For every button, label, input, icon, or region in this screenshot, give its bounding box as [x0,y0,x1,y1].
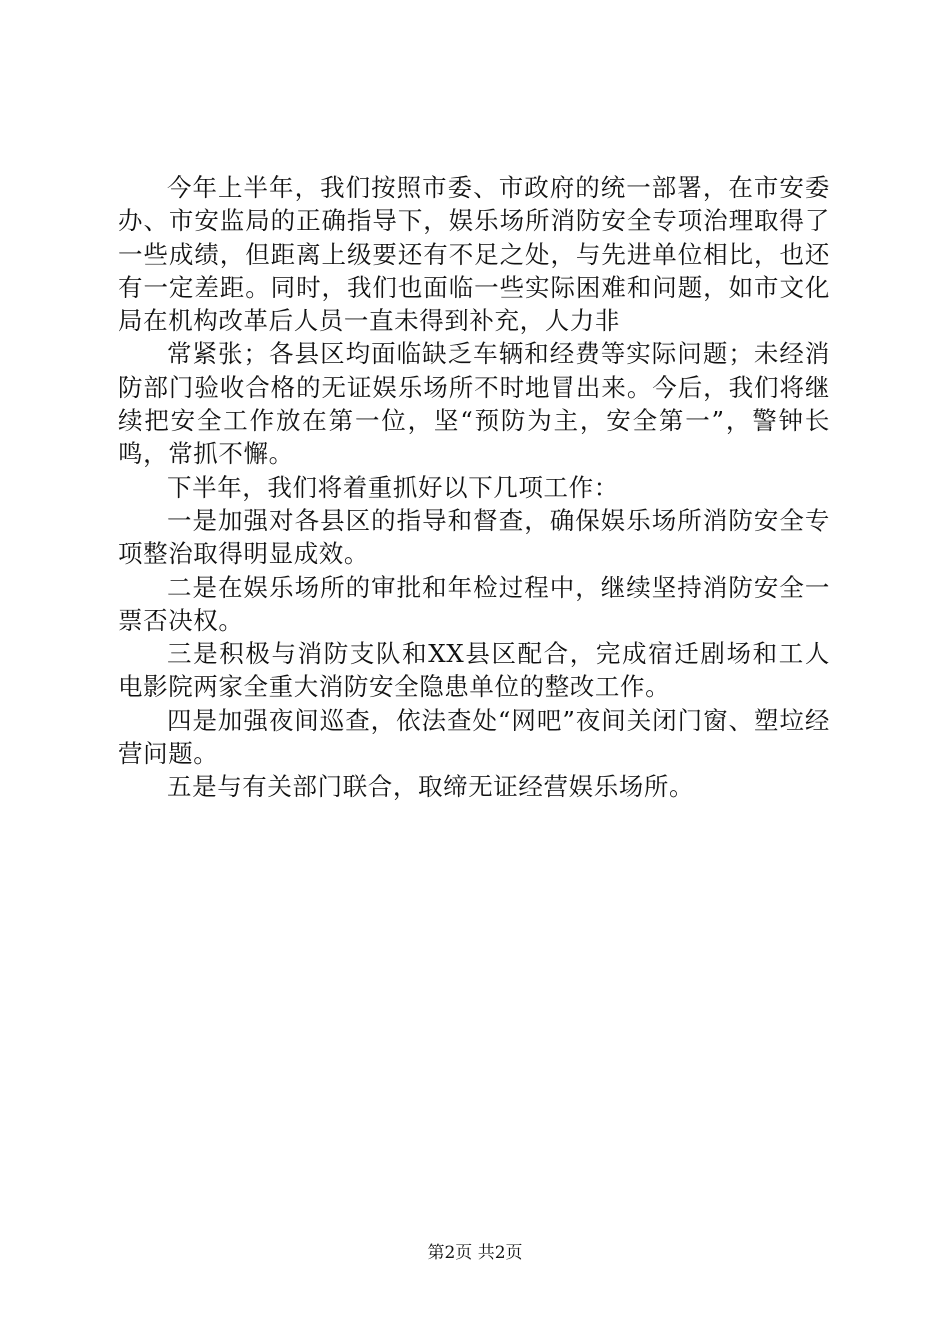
paragraph-6: 三是积极与消防支队和XX县区配合，完成宿迁剧场和工人电影院两家全重大消防安全隐患单位的整改工作。 [118,639,830,702]
paragraph-4: 一是加强对各县区的指导和督查，确保娱乐场所消防安全专项整治取得明显成效。 [118,505,830,569]
paragraph-8: 五是与有关部门联合，取缔无证经营娱乐场所。 [167,772,695,802]
page-number-footer: 第2页 共2页 [427,1243,523,1263]
paragraph-2: 常紧张；各县区均面临缺乏车辆和经费等实际问题；未经消防部门验收合格的无证娱乐场所不时地冒出来。今后，我们将继续把安全工作放在第一位，坚“预防为主，安全第一”，警钟长鸣，常抓不懈。 [118,339,830,469]
paragraph-7: 四是加强夜间巡查，依法查处“网吧”夜间关闭门窗、塑垃经营问题。 [118,705,830,769]
document-body [118,171,830,804]
paragraph-3: 下半年，我们将着重抓好以下几项工作： [167,472,619,502]
paragraph-1: 今年上半年，我们按照市委、市政府的统一部署，在市安委办、市安监局的正确指导下，娱乐场所消防安全专项治理取得了一些成绩，但距离上级要还有不足之处，与先进单位相比，也还有一定差距。同时，我们也面临一些实际困难和问题，如市文化局在机构改革后人员一直未得到补充，人力非 [118,173,830,336]
paragraph-5: 二是在娱乐场所的审批和年检过程中，继续坚持消防安全一票否决权。 [118,572,830,635]
